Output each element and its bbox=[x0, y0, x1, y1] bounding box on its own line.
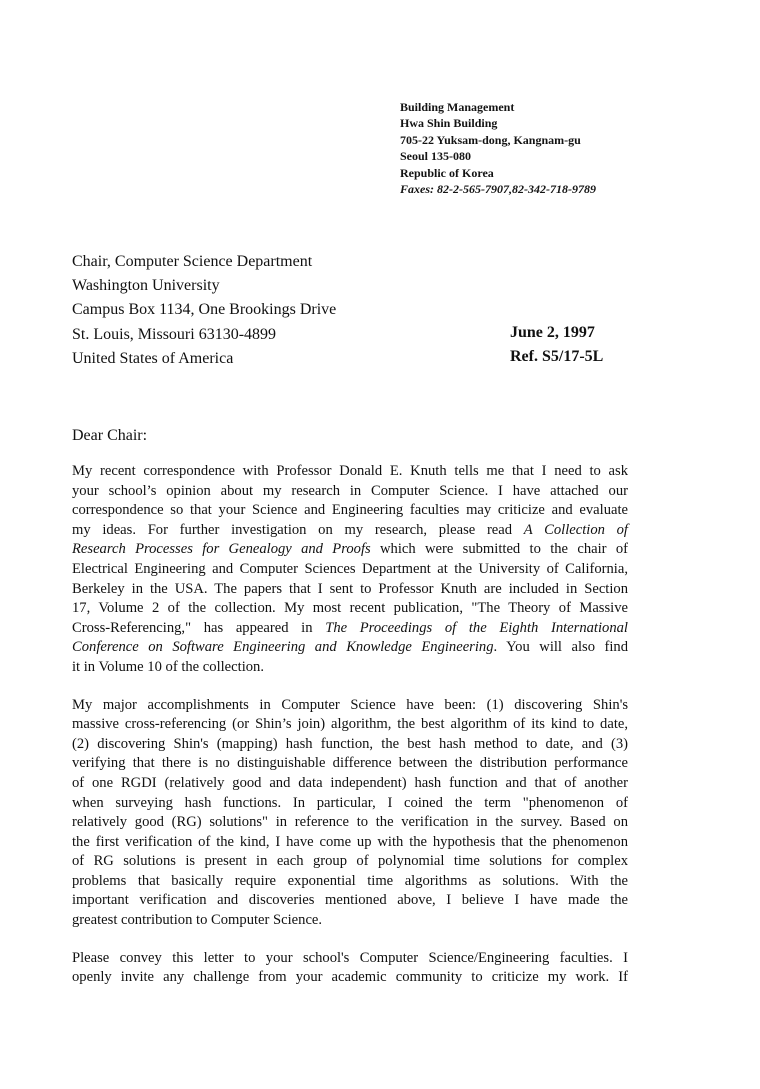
line-text: problems that basically require exponential time algorithms as solutions. With the bbox=[72, 872, 628, 889]
paragraph-line bbox=[72, 560, 628, 580]
paragraph-line bbox=[72, 735, 628, 755]
salutation: Dear Chair: bbox=[72, 427, 148, 444]
line-text: Berkeley in the USA. The papers that I sent to Professor Knuth are included in Section bbox=[72, 580, 628, 597]
line-text: it in Volume 10 of the collection. bbox=[72, 658, 264, 675]
sender-line: Hwa Shin Building bbox=[400, 116, 498, 131]
line-text: relatively good (RG) solutions" in reference to the verification in the survey. Based on bbox=[72, 814, 628, 831]
line-text: correspondence so that your Science and Engineering faculties may criticize and evaluate bbox=[72, 502, 628, 519]
paragraph-line bbox=[72, 462, 628, 482]
recipient-line: United States of America bbox=[72, 349, 234, 367]
paragraph-line bbox=[72, 580, 628, 600]
line-text: the first verification of the kind, I have come up with the hypothesis that the phenomenon bbox=[72, 833, 628, 850]
paragraph-line bbox=[72, 754, 628, 774]
letter-date: June 2, 1997 bbox=[510, 324, 595, 341]
paragraph-line bbox=[72, 968, 628, 988]
recipient-address-block bbox=[72, 250, 336, 371]
italic-title-text: A Collection of bbox=[523, 521, 628, 538]
italic-title-text: Research Processes for Genealogy and Proofs bbox=[72, 541, 371, 558]
line-text: Electrical Engineering and Computer Sciences Department at the University of California, bbox=[72, 560, 628, 577]
paragraph-line bbox=[72, 833, 628, 853]
paragraph-line bbox=[72, 715, 628, 735]
sender-line: Republic of Korea bbox=[400, 165, 494, 180]
paragraph-line bbox=[72, 482, 628, 502]
paragraph-line bbox=[72, 619, 628, 639]
recipient-line: Washington University bbox=[72, 277, 220, 295]
line-text: important verification and discoveries mentioned above, I believe I have made the bbox=[72, 892, 628, 909]
paragraph-line bbox=[72, 501, 628, 521]
body-paragraph bbox=[72, 949, 628, 988]
italic-title-text: Conference on Software Engineering and Knowledge Engineering bbox=[72, 639, 494, 656]
line-text: . You will also find bbox=[493, 639, 628, 656]
paragraph-line bbox=[72, 891, 628, 911]
sender-line: Seoul 135-080 bbox=[400, 149, 472, 164]
recipient-line: Chair, Computer Science Department bbox=[72, 253, 313, 270]
sender-line: 705-22 Yuksam-dong, Kangnam-gu bbox=[400, 132, 581, 147]
reference-number: Ref. S5/17-5L bbox=[510, 348, 604, 365]
line-text: my ideas. For further investigation on my research, please read bbox=[72, 521, 524, 538]
date-reference-block bbox=[510, 321, 603, 369]
paragraph-line bbox=[72, 852, 628, 872]
paragraph-line bbox=[72, 638, 628, 658]
paragraph-line bbox=[72, 774, 628, 794]
sender-line: Building Management bbox=[400, 100, 515, 114]
paragraph-line bbox=[72, 872, 628, 892]
paragraph-line bbox=[72, 658, 628, 678]
line-text: (2) discovering Shin's (mapping) hash function, the best hash method to date, and (3) bbox=[72, 735, 628, 752]
letter-body bbox=[72, 462, 628, 1006]
paragraph-line bbox=[72, 599, 628, 619]
paragraph-line bbox=[72, 911, 628, 931]
paragraph-line bbox=[72, 540, 628, 560]
line-text: which were submitted to the chair of bbox=[370, 541, 628, 558]
recipient-line: Campus Box 1134, One Brookings Drive bbox=[72, 301, 337, 319]
line-text: of one RGDI (relatively good and data independent) hash function and that of another bbox=[72, 774, 628, 791]
paragraph-line bbox=[72, 521, 628, 541]
line-text: Cross-Referencing," has appeared in bbox=[72, 619, 326, 636]
line-text: when surveying hash functions. In particular, I coined the term "phenomenon of bbox=[72, 794, 628, 811]
paragraph-line bbox=[72, 949, 628, 969]
paragraph-line bbox=[72, 813, 628, 833]
line-text: My recent correspondence with Professor Donald E. Knuth tells me that I need to ask bbox=[72, 463, 628, 479]
recipient-line: St. Louis, Missouri 63130-4899 bbox=[72, 325, 277, 343]
line-text: greatest contribution to Computer Science. bbox=[72, 912, 323, 929]
line-text: Please convey this letter to your school's Computer Science/Engineering faculties. I bbox=[72, 949, 628, 966]
line-text: of RG solutions is present in each group of polynomial time solutions for complex bbox=[72, 853, 628, 870]
sender-fax-numbers: Faxes: 82-2-565-7907,82-342-718-9789 bbox=[400, 182, 596, 197]
line-text: verifying that there is no distinguishable difference between the distribution performance bbox=[72, 755, 628, 772]
line-text: 17, Volume 2 of the collection. My most recent publication, "The Theory of Massive bbox=[72, 600, 628, 617]
line-text: your school’s opinion about my research in Computer Science. I have attached our bbox=[72, 482, 628, 499]
body-paragraph bbox=[72, 696, 628, 931]
line-text: massive cross-referencing (or Shin’s join) algorithm, the best algorithm of its kind to date, bbox=[72, 716, 628, 733]
body-paragraph bbox=[72, 462, 628, 678]
paragraph-line bbox=[72, 794, 628, 814]
italic-title-text: The Proceedings of the Eighth International bbox=[325, 619, 628, 636]
line-text: My major accomplishments in Computer Science have been: (1) discovering Shin's bbox=[72, 696, 628, 713]
sender-address-block bbox=[400, 99, 596, 197]
paragraph-line bbox=[72, 696, 628, 716]
line-text: openly invite any challenge from your academic community to criticize my work. If bbox=[72, 969, 628, 986]
